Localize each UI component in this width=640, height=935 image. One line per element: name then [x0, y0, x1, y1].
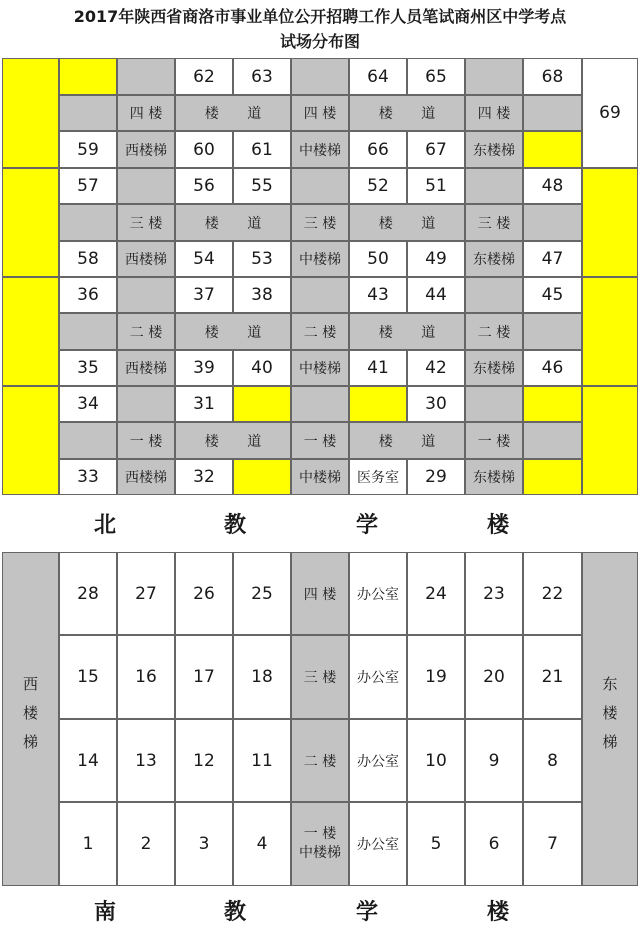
room-label: 69: [599, 103, 621, 123]
stair-label: 东楼梯: [473, 361, 515, 377]
floor-text: 三 楼: [303, 670, 337, 686]
corridor-text: 楼 道: [204, 324, 262, 341]
east-stair: [465, 459, 523, 495]
room-label: 21: [541, 667, 564, 687]
empty-cell: [291, 277, 349, 313]
room-28: [59, 552, 117, 635]
corridor-label: [175, 95, 291, 131]
corridor-text: 四 楼: [477, 106, 511, 122]
floor-text: 一 楼: [303, 826, 337, 842]
office-label: 办公室: [357, 753, 399, 770]
label-char: 教: [223, 899, 246, 925]
north-east-block-2f: [582, 277, 638, 386]
corridor-floor-label: [117, 422, 175, 459]
office-label: 办公室: [357, 670, 399, 686]
room-label: 41: [367, 358, 389, 378]
title-line-2: 试场分布图: [279, 32, 360, 51]
room-38: [233, 277, 291, 313]
room-label: 49: [425, 249, 447, 269]
room-label: 26: [193, 583, 215, 604]
room-label: 55: [251, 176, 273, 196]
room-35: [59, 350, 117, 386]
room-label: 68: [541, 66, 564, 87]
room-10: [407, 719, 465, 802]
north-west-block-4f: [2, 58, 59, 168]
room-label: 17: [193, 667, 215, 687]
room-22: [523, 552, 582, 635]
floor-label: [291, 635, 349, 719]
corridor-text: 二 楼: [303, 324, 337, 341]
room-label: 54: [193, 249, 215, 269]
corridor-floor-label: [465, 204, 523, 241]
corridor-label: [349, 422, 465, 459]
room-36: [59, 277, 117, 313]
empty-cell: [117, 58, 175, 95]
room-32: [175, 459, 233, 495]
corridor-floor-label: [291, 204, 349, 241]
room-label: 22: [541, 583, 564, 604]
west-stair: [117, 131, 175, 168]
room-8: [523, 719, 582, 802]
room-label: 9: [488, 750, 500, 771]
corridor-cell: [59, 95, 117, 131]
corridor-text: 一 楼: [129, 433, 163, 450]
room-19: [407, 635, 465, 719]
room-37: [175, 277, 233, 313]
room-label: 1: [82, 834, 94, 854]
room-42: [407, 350, 465, 386]
empty-cell: [291, 58, 349, 95]
room-61: [233, 131, 291, 168]
corridor-text: 一 楼: [303, 433, 337, 450]
label-char: 教: [223, 512, 246, 538]
corridor-text: 楼 道: [378, 433, 436, 450]
room-49: [407, 241, 465, 277]
north-west-block-2f: [2, 277, 59, 386]
west-stair: [117, 459, 175, 495]
room-label: 50: [367, 249, 389, 269]
room-label: 24: [425, 583, 447, 604]
room-label: 47: [541, 249, 564, 269]
label-char: 学: [355, 512, 378, 538]
stair-label: 中楼梯: [299, 361, 341, 377]
label-char: 楼: [486, 899, 509, 925]
stair-label: 西楼梯: [125, 252, 167, 268]
room-label: 63: [251, 66, 273, 87]
office: [349, 802, 407, 886]
room-label: 12: [193, 750, 215, 771]
room-label: 35: [77, 358, 99, 378]
room-label: 15: [77, 667, 99, 687]
corridor-cell: [523, 204, 582, 241]
room-52: [349, 168, 407, 204]
stair-label: 中楼梯: [299, 142, 341, 159]
west-stair: [117, 350, 175, 386]
corridor-text: 一 楼: [477, 433, 511, 450]
office: [349, 635, 407, 719]
floor-text: 二 楼: [303, 753, 337, 770]
corridor-cell: [523, 95, 582, 131]
south-building-label-char: [342, 890, 392, 930]
room-label: 8: [547, 750, 558, 771]
corridor-text: 楼 道: [204, 215, 262, 232]
label-char: 楼: [486, 512, 509, 538]
room-68: [523, 58, 582, 95]
room-label: 5: [430, 834, 442, 854]
room-51: [407, 168, 465, 204]
stair-label: 中楼梯: [299, 252, 341, 268]
office-label: 办公室: [357, 837, 399, 853]
corridor-cell: [59, 204, 117, 241]
room-label: 52: [367, 176, 389, 196]
room-65: [407, 58, 465, 95]
room-14: [59, 719, 117, 802]
corridor-text: 四 楼: [129, 106, 163, 122]
middle-stair-text: 中楼梯: [299, 845, 341, 861]
room-label: 46: [541, 358, 564, 378]
room-label: 48: [541, 176, 564, 196]
west-stair: [117, 241, 175, 277]
room-label: 30: [425, 394, 447, 414]
corridor-floor-label: [465, 422, 523, 459]
floor-text: 四 楼: [303, 586, 337, 603]
room-43: [349, 277, 407, 313]
room-63: [233, 58, 291, 95]
corridor-floor-label: [117, 95, 175, 131]
stair-label: 东楼梯: [473, 142, 515, 159]
room-label: 2: [140, 834, 152, 854]
corridor-floor-label: [465, 313, 523, 350]
room-45: [523, 277, 582, 313]
room-label: 19: [425, 667, 447, 687]
room-label: 6: [488, 834, 500, 854]
middle-stair: [291, 131, 349, 168]
south-east-stair: [582, 552, 638, 886]
room-54: [175, 241, 233, 277]
room-label: 28: [77, 583, 99, 604]
label-char: 南: [93, 899, 116, 925]
room-label: 32: [193, 467, 215, 487]
room-57: [59, 168, 117, 204]
room-13: [117, 719, 175, 802]
room-label: 61: [251, 139, 273, 160]
room-20: [465, 635, 523, 719]
corridor-text: 二 楼: [129, 324, 163, 341]
room-label: 16: [135, 667, 157, 687]
room-53: [233, 241, 291, 277]
office: [349, 719, 407, 802]
room-4: [233, 802, 291, 886]
corridor-floor-label: [465, 95, 523, 131]
room-label: 23: [483, 583, 505, 604]
empty-cell: [465, 58, 523, 95]
corridor-text: 三 楼: [303, 215, 337, 232]
room-label: 13: [135, 750, 157, 771]
room-1: [59, 802, 117, 886]
room-64: [349, 58, 407, 95]
room-label: 40: [251, 358, 273, 378]
empty-cell: [291, 168, 349, 204]
room-2: [117, 802, 175, 886]
room-label: 62: [193, 66, 215, 87]
corridor-text: 三 楼: [129, 215, 163, 232]
room-46: [523, 350, 582, 386]
corridor-cell: [59, 313, 117, 350]
room-59: [59, 131, 117, 168]
room-69: [582, 58, 638, 168]
label-char: 北: [93, 512, 116, 538]
north-building-label-char: [210, 503, 260, 543]
middle-stair: [291, 459, 349, 495]
north-building-label-char: [473, 503, 523, 543]
room-18: [233, 635, 291, 719]
corridor-floor-label: [291, 95, 349, 131]
room-label: 27: [135, 583, 157, 604]
corridor-label: [349, 313, 465, 350]
room-label: 25: [251, 583, 273, 604]
room-label: 29: [425, 467, 447, 487]
corridor-text: 四 楼: [303, 106, 337, 122]
room-label: 66: [367, 139, 389, 160]
empty-cell: [59, 58, 117, 95]
corridor-text: 楼 道: [204, 106, 262, 122]
empty-cell: [349, 386, 407, 422]
room-7: [523, 802, 582, 886]
north-west-block-3f: [2, 168, 59, 277]
room-16: [117, 635, 175, 719]
empty-cell: [117, 277, 175, 313]
corridor-floor-label: [117, 204, 175, 241]
room-26: [175, 552, 233, 635]
room-40: [233, 350, 291, 386]
empty-cell: [465, 277, 523, 313]
floor-label: [291, 802, 349, 886]
room-55: [233, 168, 291, 204]
clinic-label: 医务室: [357, 470, 399, 486]
corridor-label: [349, 95, 465, 131]
east-stair: [465, 131, 523, 168]
room-label: 56: [193, 176, 215, 196]
title-line-1: 2017年陕西省商洛市事业单位公开招聘工作人员笔试商州区中学考点: [73, 7, 567, 26]
office: [349, 552, 407, 635]
empty-cell: [465, 386, 523, 422]
room-label: 37: [193, 285, 215, 305]
stair-label: 东楼梯: [473, 470, 515, 486]
room-5: [407, 802, 465, 886]
room-label: 36: [77, 285, 99, 305]
stair-label: 西楼梯: [125, 361, 167, 377]
east-stair: [465, 241, 523, 277]
middle-stair: [291, 241, 349, 277]
room-27: [117, 552, 175, 635]
room-31: [175, 386, 233, 422]
room-50: [349, 241, 407, 277]
room-29: [407, 459, 465, 495]
stair-label: 东楼梯: [600, 675, 619, 763]
room-label: 59: [77, 139, 99, 160]
room-label: 34: [77, 394, 99, 414]
room-44: [407, 277, 465, 313]
room-11: [233, 719, 291, 802]
corridor-label: [349, 204, 465, 241]
room-34: [59, 386, 117, 422]
room-17: [175, 635, 233, 719]
north-building-label-char: [80, 503, 130, 543]
room-12: [175, 719, 233, 802]
empty-cell: [233, 459, 291, 495]
room-label: 14: [77, 750, 99, 771]
room-label: 58: [77, 249, 99, 269]
room-label: 10: [425, 750, 447, 771]
corridor-text: 二 楼: [477, 324, 511, 341]
south-west-stair: [2, 552, 59, 886]
room-6: [465, 802, 523, 886]
map-title: [0, 4, 640, 56]
stair-label: 西楼梯: [125, 470, 167, 486]
room-23: [465, 552, 523, 635]
room-label: 4: [256, 834, 268, 854]
corridor-floor-label: [291, 313, 349, 350]
room-label: 18: [251, 667, 273, 687]
room-label: 11: [251, 750, 273, 771]
room-25: [233, 552, 291, 635]
room-label: 57: [77, 176, 99, 196]
corridor-cell: [523, 313, 582, 350]
room-label: 51: [425, 176, 447, 196]
room-67: [407, 131, 465, 168]
floor-label: [291, 719, 349, 802]
empty-cell: [523, 386, 582, 422]
corridor-label: [175, 313, 291, 350]
room-label: 42: [425, 358, 447, 378]
corridor-text: 楼 道: [204, 433, 262, 450]
room-66: [349, 131, 407, 168]
stair-label: 西楼梯: [21, 675, 39, 763]
empty-cell: [523, 459, 582, 495]
corridor-label: [175, 204, 291, 241]
empty-cell: [291, 386, 349, 422]
room-15: [59, 635, 117, 719]
room-30: [407, 386, 465, 422]
stair-label: 中楼梯: [299, 470, 341, 486]
room-47: [523, 241, 582, 277]
room-label: 43: [367, 285, 389, 305]
room-label: 60: [193, 139, 215, 160]
room-24: [407, 552, 465, 635]
room-label: 67: [425, 139, 447, 160]
corridor-floor-label: [291, 422, 349, 459]
corridor-text: 楼 道: [378, 215, 436, 232]
south-building-label-char: [210, 890, 260, 930]
room-21: [523, 635, 582, 719]
south-building-label-char: [80, 890, 130, 930]
room-label: 33: [77, 467, 99, 487]
room-9: [465, 719, 523, 802]
stair-label: 东楼梯: [473, 252, 515, 268]
corridor-cell: [523, 422, 582, 459]
corridor-text: 三 楼: [477, 215, 511, 232]
room-label: 45: [541, 285, 564, 305]
room-label: 31: [193, 394, 215, 414]
stair-label: 西楼梯: [125, 142, 167, 159]
room-label: 53: [251, 249, 273, 269]
empty-cell: [523, 131, 582, 168]
room-58: [59, 241, 117, 277]
room-41: [349, 350, 407, 386]
room-3: [175, 802, 233, 886]
room-62: [175, 58, 233, 95]
room-56: [175, 168, 233, 204]
empty-cell: [465, 168, 523, 204]
corridor-cell: [59, 422, 117, 459]
middle-stair: [291, 350, 349, 386]
corridor-text: 楼 道: [378, 106, 436, 122]
room-label: 20: [483, 667, 505, 687]
corridor-floor-label: [117, 313, 175, 350]
room-label: 7: [547, 834, 558, 854]
room-39: [175, 350, 233, 386]
north-west-block-1f: [2, 386, 59, 495]
corridor-label: [175, 422, 291, 459]
empty-cell: [117, 168, 175, 204]
label-char: 学: [355, 899, 378, 925]
room-label: 39: [193, 358, 215, 378]
room-label: 65: [425, 66, 447, 87]
corridor-text: 楼 道: [378, 324, 436, 341]
room-label: 3: [198, 834, 210, 854]
north-building-label-char: [342, 503, 392, 543]
room-label: 44: [425, 285, 447, 305]
north-east-block-3f: [582, 168, 638, 277]
east-stair: [465, 350, 523, 386]
room-60: [175, 131, 233, 168]
room-48: [523, 168, 582, 204]
room-label: 38: [251, 285, 273, 305]
room-label: 64: [367, 66, 389, 87]
south-building-label-char: [473, 890, 523, 930]
empty-cell: [117, 386, 175, 422]
empty-cell: [233, 386, 291, 422]
clinic: [349, 459, 407, 495]
office-label: 办公室: [357, 586, 399, 603]
room-33: [59, 459, 117, 495]
north-east-block-1f: [582, 386, 638, 495]
floor-label: [291, 552, 349, 635]
